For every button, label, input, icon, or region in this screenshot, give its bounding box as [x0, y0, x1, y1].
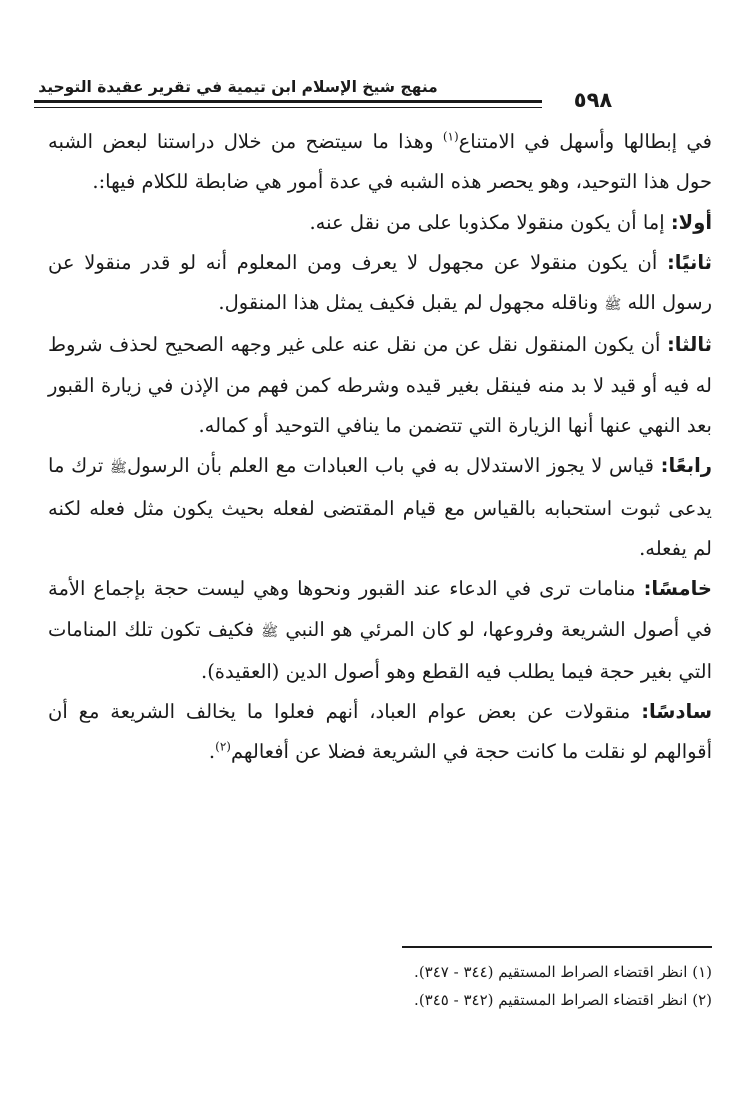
item-fourth-text-a: قياس لا يجوز الاستدلال به في باب العبادات مع العلم بأن الرسول	[126, 454, 661, 478]
footnote-2: (٢) انظر اقتضاء الصراط المستقيم (٣٤٢ - ٣٤٥).	[414, 991, 712, 1009]
item-fourth-text-b: ترك ما يدعى ثبوت استحبابه بالقياس مع قيام المقتضى لفعله بحيث يكون مثل فعله لكنه لم يفعله.	[48, 454, 712, 560]
header-rule-thin	[34, 107, 542, 108]
footnote-ref-2: (٢)	[215, 739, 231, 754]
item-third-lead: ثالثا:	[666, 333, 712, 357]
item-first-lead: أولا:	[670, 210, 712, 234]
item-second-lead: ثانيًا:	[666, 250, 712, 274]
item-first-text: إما أن يكون منقولا مكذوبا على من نقل عنه.	[309, 210, 671, 234]
item-sixth-text-a: منقولات عن بعض عوام العباد، أنهم فعلوا ما يخالف الشريعة مع أن أقوالهم لو نقلت ما كانت حجة في الشريعة فضلا عن أفعالهم	[48, 700, 712, 764]
item-second-text-b: وناقله مجهول لم يقبل فكيف يمثل هذا المنقول.	[218, 291, 605, 315]
item-fifth	[48, 569, 712, 692]
item-second-text-a: أن يكون منقولا عن مجهول لا يعرف ومن المعلوم أنه لو قدر منقولا عن رسول الله	[48, 250, 712, 315]
item-second	[48, 243, 712, 326]
header-rule-thick	[34, 100, 542, 103]
item-fifth-lead: خامسًا:	[643, 577, 712, 601]
item-third	[48, 325, 712, 446]
item-fourth	[48, 446, 712, 569]
intro-text-b: وهذا ما سيتضح من خلال دراستنا لبعض الشبه حول هذا التوحيد، وهو يحصر هذه الشبه في عدة أمور هي ضابطة للكلام فيها:.	[48, 130, 712, 194]
item-third-text: أن يكون المنقول نقل عن من نقل عنه على غير وجهه الصحيح لحذف شروط له فيه أو قيد لا بد منه فينقل بغير قيده وشرطه كمن فهم من الإذن في زيارة القبور بعد النهي عنها أنها الزيارة التي تتضمن ما ينافي التوحيد أو كماله.	[48, 333, 712, 438]
item-first	[48, 203, 712, 243]
item-fifth-text-a: منامات ترى في الدعاء عند القبور ونحوها وهي ليست حجة بإجماع الأمة في أصول الشريعة وفروعها، لو كان المرئي هو النبي	[48, 577, 712, 641]
intro-text-a: في إبطالها وأسهل في الامتناع	[458, 130, 712, 153]
item-sixth-lead: سادسًا:	[641, 700, 712, 724]
footnote-1: (١) انظر اقتضاء الصراط المستقيم (٣٤٤ - ٣٤٧).	[414, 963, 712, 981]
honorific-glyph: ﷺ	[110, 460, 127, 477]
footnotes	[48, 958, 712, 1014]
item-sixth-text-b: .	[208, 740, 216, 764]
page-number: ٥٩٨	[573, 88, 613, 112]
honorific-glyph: ﷺ	[604, 297, 622, 314]
item-fifth-text-b: فكيف تكون تلك المنامات التي بغير حجة فيما يطلب فيه القطع وهو أصول الدين (العقيدة).	[48, 617, 712, 683]
item-fourth-lead: رابعًا:	[660, 454, 712, 478]
body-text	[48, 122, 712, 773]
running-title: منهج شيخ الإسلام ابن تيمية في تقرير عقيدة التوحيد	[38, 78, 438, 96]
honorific-glyph: ﷺ	[261, 623, 279, 640]
footnote-ref-1: (١)	[442, 129, 459, 144]
footnote-separator	[402, 946, 712, 948]
intro-paragraph	[48, 122, 712, 203]
item-sixth	[48, 692, 712, 773]
